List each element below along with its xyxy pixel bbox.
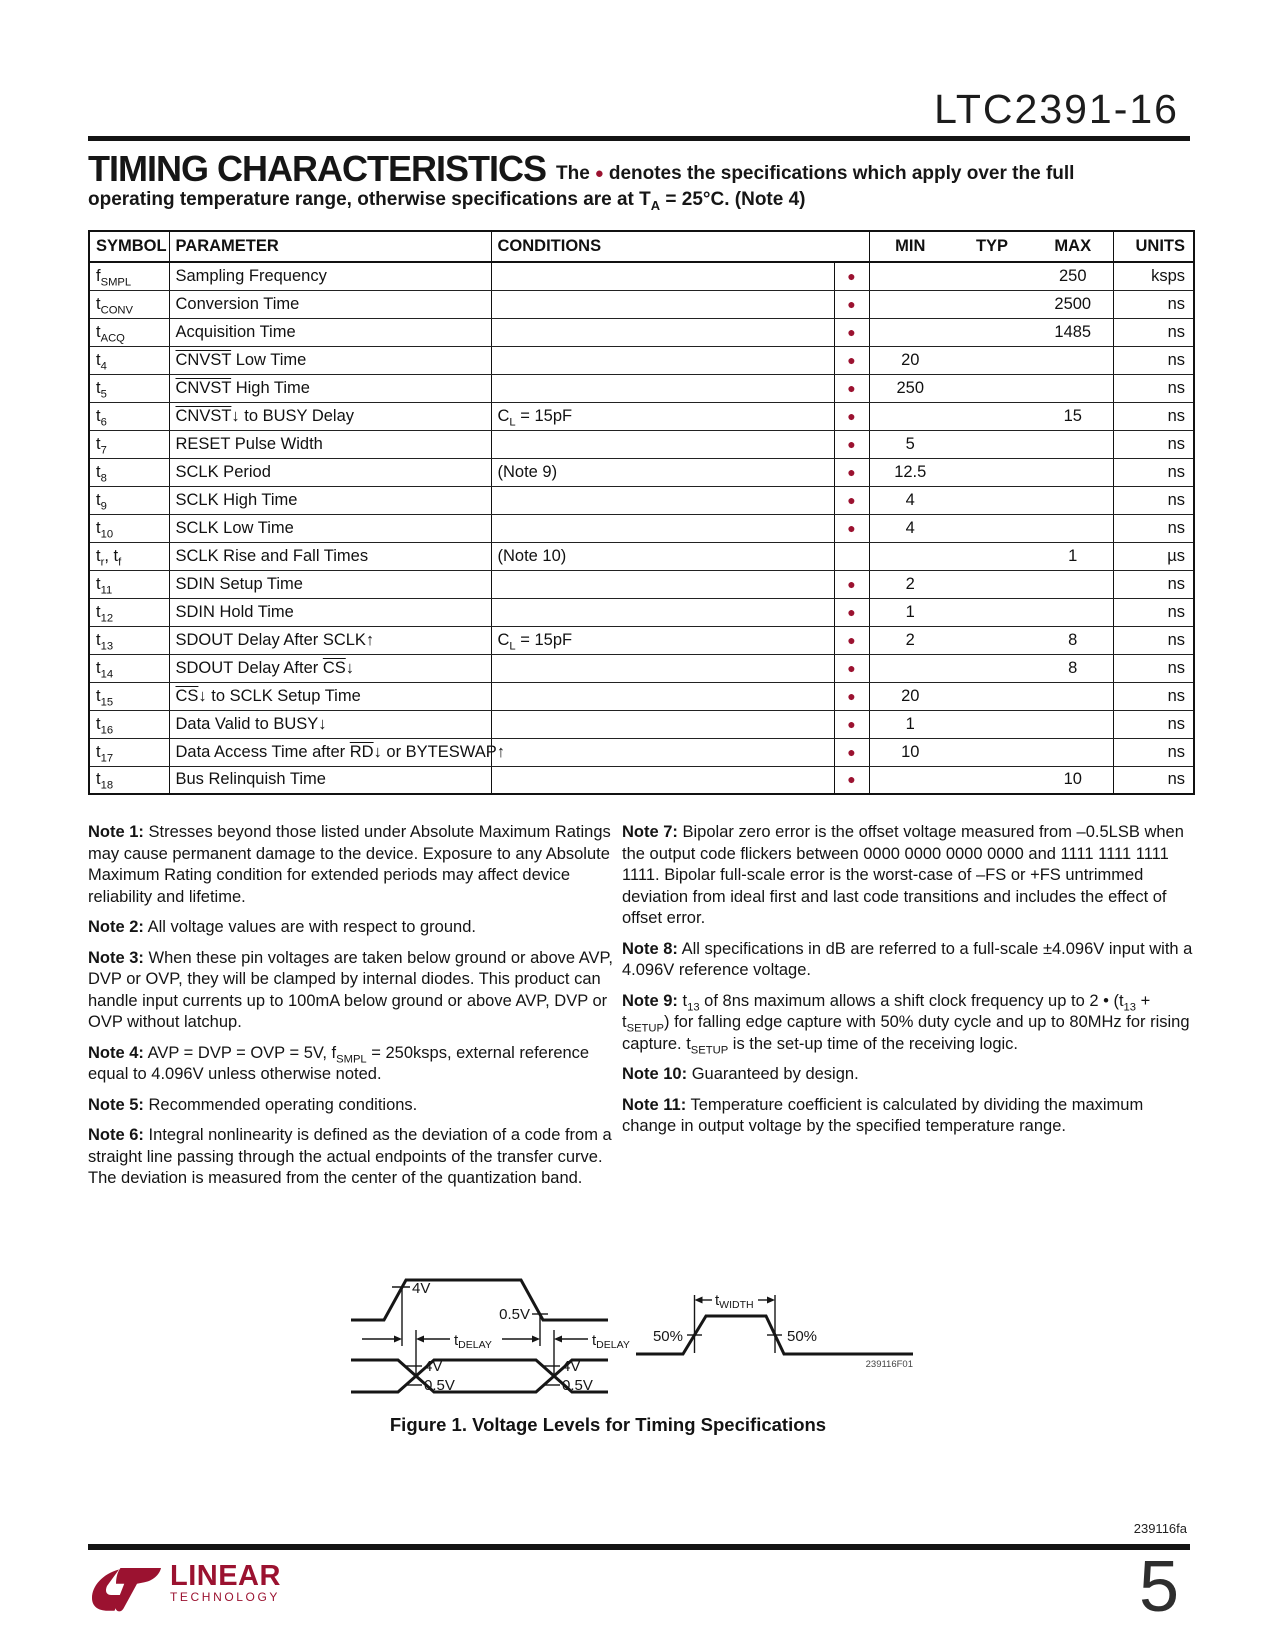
table-row: [89, 570, 1194, 598]
cell-units: ns: [1113, 682, 1194, 710]
note: [88, 1095, 617, 1117]
cell-dot: [834, 682, 869, 710]
spec-dot-icon: ●: [847, 687, 856, 704]
footer-rule: [88, 1544, 1190, 1550]
table-row: [89, 318, 1194, 346]
notes-column-right: [622, 822, 1194, 1147]
pulse-waveform: [636, 1292, 913, 1370]
cell-units: ns: [1113, 346, 1194, 374]
cell-symbol: $t_{CONV}$: [89, 290, 169, 318]
table-row: [89, 290, 1194, 318]
cell-parameter: CNVST High Time: [169, 374, 491, 402]
cell-units: ns: [1113, 766, 1194, 794]
cell-symbol: $f_{SMPL}$: [89, 262, 169, 290]
table-row: [89, 682, 1194, 710]
note-label: Note 3:: [88, 948, 144, 967]
label-tdelay-1: $t_{DELAY}$: [454, 1332, 492, 1351]
cell-symbol: $t_{14}$: [89, 654, 169, 682]
cell-typ: [951, 570, 1033, 598]
cell-dot: [834, 598, 869, 626]
spec-dot-icon: ●: [847, 295, 856, 312]
note-label: Note 1:: [88, 823, 144, 841]
cell-parameter: SDOUT Delay After SCLK↑: [169, 626, 491, 654]
section-title: TIMING CHARACTERISTICS: [88, 148, 546, 189]
cell-dot: [834, 346, 869, 374]
cell-parameter: SCLK Rise and Fall Times: [169, 542, 491, 570]
spec-dot-icon: ●: [847, 463, 856, 480]
cell-conditions: $C_L = 15pF$: [491, 626, 834, 654]
figure1-timing-diagram: [336, 1238, 926, 1408]
notes-column-left: [88, 822, 617, 1199]
cell-typ: [951, 682, 1033, 710]
cell-min: 4: [869, 486, 951, 514]
driver-waveform: [351, 1280, 608, 1346]
logo-primary-text: LINEAR: [170, 1560, 281, 1592]
cell-conditions: (Note 9): [491, 458, 834, 486]
label-0v5: 0.5V: [499, 1306, 530, 1323]
note-text: Recommended operating conditions.: [148, 1095, 418, 1114]
cell-parameter: Data Valid to BUSY↓: [169, 710, 491, 738]
timing-table-body: [89, 262, 1194, 794]
spec-dot-icon: ●: [847, 603, 856, 620]
table-row: [89, 458, 1194, 486]
cell-symbol: $t_{18}$: [89, 766, 169, 794]
cell-parameter: RESET Pulse Width: [169, 430, 491, 458]
spec-dot-icon: ●: [847, 407, 856, 424]
table-header-row: [89, 231, 1194, 262]
cell-dot: [834, 402, 869, 430]
note: [622, 939, 1194, 982]
cell-units: ns: [1113, 710, 1194, 738]
cell-max: [1033, 486, 1113, 514]
table-row: [89, 626, 1194, 654]
cell-units: ns: [1113, 654, 1194, 682]
cell-conditions: [491, 262, 834, 290]
cell-dot: [834, 766, 869, 794]
table-row: [89, 766, 1194, 794]
cell-parameter: SCLK Low Time: [169, 514, 491, 542]
column-header-parameter: PARAMETER: [169, 231, 491, 262]
table-row: [89, 262, 1194, 290]
cell-min: [869, 542, 951, 570]
cell-dot: [834, 262, 869, 290]
column-header-max: MAX: [1033, 231, 1113, 262]
cell-symbol: $t_r$, $t_f$: [89, 542, 169, 570]
note-text: AVP = DVP = OVP = 5V, $f_{SMPL}$ = 250ksps, external reference equal to 4.096V unless otherwise noted.: [88, 1043, 590, 1083]
label-tdelay-2: $t_{DELAY}$: [592, 1332, 630, 1351]
cell-parameter: SCLK Period: [169, 458, 491, 486]
cell-conditions: [491, 486, 834, 514]
cell-min: [869, 318, 951, 346]
cell-symbol: $t_9$: [89, 486, 169, 514]
cell-min: [869, 262, 951, 290]
note-text: All specifications in dB are referred to a full-scale ±4.096V input with a 4.096V reference voltage.: [622, 939, 1193, 979]
note: [88, 1043, 617, 1086]
label-50pct-left: 50%: [652, 1328, 683, 1345]
cell-typ: [951, 290, 1033, 318]
note-label: Note 8:: [622, 939, 678, 958]
page-number: 5: [1138, 1547, 1179, 1627]
note-label: Note 5:: [88, 1095, 144, 1114]
label-bus1-0v5: 0.5V: [424, 1377, 455, 1394]
figure-code: 239116F01: [865, 1359, 913, 1370]
cell-typ: [951, 374, 1033, 402]
note: [622, 822, 1194, 930]
cell-dot: [834, 570, 869, 598]
cell-dot: [834, 738, 869, 766]
cell-parameter: Sampling Frequency: [169, 262, 491, 290]
cell-symbol: $t_5$: [89, 374, 169, 402]
spec-dot-icon: ●: [847, 659, 856, 676]
figure-caption: Figure 1. Voltage Levels for Timing Specifications: [389, 1414, 827, 1435]
note-text: $t_{13}$ of 8ns maximum allows a shift clock frequency up to 2 • $(t_{13} + t_{SETUP})$ for falling edge capture with 50% duty cycle and up to 80MHz for rising capture. $t_{SETUP}$ is the set-up time of the receiving logic.: [622, 991, 1190, 1056]
cell-max: [1033, 514, 1113, 542]
section-intro-pre: The: [556, 163, 590, 184]
label-bus2-0v5: 0.5V: [562, 1377, 593, 1394]
cell-units: ksps: [1113, 262, 1194, 290]
cell-parameter: SDOUT Delay After $\overline{CS}↓$: [169, 654, 491, 682]
note-text: Bipolar zero error is the offset voltage measured from –0.5LSB when the output code flickers between 0000 0000 0000 0000 and 1111 1111 1111 1111. Bipolar full-scale error is the worst-case of –FS or +FS untrimmed deviation from ideal first and last code transitions and includes the effect of offset error.: [622, 823, 1184, 927]
spec-dot-icon: ●: [847, 323, 856, 340]
part-number: LTC2391-16: [934, 86, 1179, 132]
spec-dot-icon: ●: [847, 743, 856, 760]
cell-min: 1: [869, 710, 951, 738]
cell-max: [1033, 346, 1113, 374]
cell-parameter: Data Access Time after $\overline{RD}↓$ or BYTESWAP↑: [169, 738, 491, 766]
note-text: All voltage values are with respect to ground.: [147, 918, 476, 936]
cell-symbol: $t_{16}$: [89, 710, 169, 738]
note: [622, 1064, 1194, 1086]
cell-dot: [834, 542, 869, 570]
cell-conditions: [491, 318, 834, 346]
column-header-typ: TYP: [951, 231, 1033, 262]
section-intro-text: denotes the specifications which apply over the full operating temperature range, otherwise specifications are at $T_A = 25^\circ C$. (Note 4): [88, 163, 1075, 213]
note-label: Note 2:: [88, 918, 144, 936]
spec-dot-icon: ●: [847, 491, 856, 508]
column-header-units: UNITS: [1113, 231, 1194, 262]
cell-conditions: [491, 598, 834, 626]
cell-dot: [834, 458, 869, 486]
cell-units: ns: [1113, 318, 1194, 346]
cell-typ: [951, 598, 1033, 626]
cell-conditions: [491, 290, 834, 318]
cell-typ: [951, 402, 1033, 430]
cell-conditions: $C_L = 15pF$: [491, 402, 834, 430]
column-header-min: MIN: [869, 231, 951, 262]
note: [88, 1125, 617, 1190]
label-4v: 4V: [412, 1280, 431, 1297]
note: [622, 1095, 1194, 1138]
cell-typ: [951, 626, 1033, 654]
cell-max: 8: [1033, 654, 1113, 682]
section-heading-block: [88, 148, 1110, 213]
cell-symbol: $t_{10}$: [89, 514, 169, 542]
spec-dot-icon: ●: [847, 379, 856, 396]
cell-typ: [951, 710, 1033, 738]
cell-symbol: $t_7$: [89, 430, 169, 458]
note-label: Note 6:: [88, 1126, 144, 1144]
cell-max: 1485: [1033, 318, 1113, 346]
cell-max: 1: [1033, 542, 1113, 570]
header-rule: [88, 136, 1190, 141]
cell-dot: [834, 486, 869, 514]
cell-symbol: $t_{17}$: [89, 738, 169, 766]
cell-units: ns: [1113, 458, 1194, 486]
cell-units: ns: [1113, 626, 1194, 654]
cell-min: 10: [869, 738, 951, 766]
linear-technology-logo: [86, 1558, 281, 1620]
cell-symbol: $t_{ACQ}$: [89, 318, 169, 346]
cell-typ: [951, 542, 1033, 570]
note-label: Note 9:: [622, 991, 678, 1010]
cell-parameter: $\overline{CS}↓$ to SCLK Setup Time: [169, 682, 491, 710]
note-text: Guaranteed by design.: [691, 1065, 859, 1083]
cell-min: 2: [869, 570, 951, 598]
table-row: [89, 514, 1194, 542]
cell-typ: [951, 654, 1033, 682]
cell-conditions: [491, 710, 834, 738]
table-row: [89, 430, 1194, 458]
note-label: Note 11:: [622, 1095, 687, 1114]
spec-dot-icon: ●: [847, 435, 856, 452]
cell-conditions: [491, 374, 834, 402]
column-header-conditions: CONDITIONS: [491, 231, 869, 262]
cell-max: 250: [1033, 262, 1113, 290]
cell-dot: [834, 654, 869, 682]
table-row: [89, 738, 1194, 766]
cell-dot: [834, 318, 869, 346]
label-bus2-4v: 4V: [562, 1358, 581, 1375]
cell-max: [1033, 458, 1113, 486]
cell-conditions: (Note 10): [491, 542, 834, 570]
cell-conditions: [491, 682, 834, 710]
cell-units: ns: [1113, 514, 1194, 542]
table-row: [89, 374, 1194, 402]
cell-typ: [951, 262, 1033, 290]
table-row: [89, 654, 1194, 682]
label-twidth: $t_{WIDTH}$: [715, 1292, 754, 1311]
cell-dot: [834, 374, 869, 402]
note: [88, 917, 617, 939]
note: [88, 948, 617, 1034]
note: [88, 822, 617, 908]
spec-dot-icon: ●: [847, 351, 856, 368]
cell-conditions: [491, 514, 834, 542]
cell-units: ns: [1113, 430, 1194, 458]
spec-dot-icon: ●: [847, 267, 856, 284]
cell-dot: [834, 626, 869, 654]
cell-symbol: $t_{11}$: [89, 570, 169, 598]
cell-typ: [951, 318, 1033, 346]
cell-symbol: $t_{13}$: [89, 626, 169, 654]
cell-units: µs: [1113, 542, 1194, 570]
cell-max: [1033, 374, 1113, 402]
cell-typ: [951, 766, 1033, 794]
cell-symbol: $t_6$: [89, 402, 169, 430]
note-label: Note 4:: [88, 1043, 144, 1062]
cell-symbol: $t_8$: [89, 458, 169, 486]
cell-parameter: Conversion Time: [169, 290, 491, 318]
note-label: Note 7:: [622, 823, 678, 841]
note-text: Stresses beyond those listed under Absolute Maximum Ratings may cause permanent damage to the device. Exposure to any Absolute Maximum Rating condition for extended periods may affect device reliability and lifetime.: [88, 823, 611, 906]
spec-dot-icon: ●: [847, 771, 856, 788]
cell-units: ns: [1113, 738, 1194, 766]
spec-dot-icon: ●: [847, 575, 856, 592]
cell-max: 10: [1033, 766, 1113, 794]
note-text: When these pin voltages are taken below ground or above AVP, DVP or OVP, they will be clamped by internal diodes. This product can handle input currents up to 100mA below ground or above AVP, DVP or OVP without latchup.: [88, 948, 613, 1031]
column-header-symbol: SYMBOL: [89, 231, 169, 262]
label-50pct-right: 50%: [787, 1328, 818, 1345]
cell-parameter: SDIN Hold Time: [169, 598, 491, 626]
cell-max: 2500: [1033, 290, 1113, 318]
note: [622, 991, 1194, 1056]
spec-dot-icon: ●: [847, 519, 856, 536]
cell-max: [1033, 430, 1113, 458]
timing-characteristics-table: [88, 230, 1195, 795]
cell-units: ns: [1113, 598, 1194, 626]
doc-code: 239116fa: [1133, 1521, 1187, 1536]
cell-min: 2: [869, 626, 951, 654]
table-row: [89, 542, 1194, 570]
cell-max: [1033, 682, 1113, 710]
cell-conditions: [491, 766, 834, 794]
cell-parameter: Acquisition Time: [169, 318, 491, 346]
cell-max: [1033, 738, 1113, 766]
cell-typ: [951, 738, 1033, 766]
cell-min: 1: [869, 598, 951, 626]
table-row: [89, 346, 1194, 374]
cell-min: [869, 654, 951, 682]
cell-min: 4: [869, 514, 951, 542]
spec-dot-icon: ●: [594, 165, 604, 182]
cell-conditions: [491, 570, 834, 598]
cell-max: 8: [1033, 626, 1113, 654]
logo-secondary-text: TECHNOLOGY: [170, 1590, 281, 1604]
cell-max: 15: [1033, 402, 1113, 430]
cell-units: ns: [1113, 402, 1194, 430]
cell-conditions: [491, 738, 834, 766]
spec-dot-icon: ●: [847, 631, 856, 648]
cell-max: [1033, 598, 1113, 626]
table-row: [89, 486, 1194, 514]
cell-min: [869, 766, 951, 794]
cell-typ: [951, 514, 1033, 542]
cell-dot: [834, 430, 869, 458]
table-row: [89, 402, 1194, 430]
cell-conditions: [491, 430, 834, 458]
table-row: [89, 598, 1194, 626]
cell-symbol: $t_{12}$: [89, 598, 169, 626]
cell-parameter: SCLK High Time: [169, 486, 491, 514]
label-bus1-4v: 4V: [424, 1358, 443, 1375]
cell-min: 20: [869, 682, 951, 710]
cell-units: ns: [1113, 570, 1194, 598]
cell-parameter: CNVST↓ to BUSY Delay: [169, 402, 491, 430]
lt-logo-icon: [86, 1558, 164, 1620]
spec-dot-icon: ●: [847, 715, 856, 732]
cell-dot: [834, 710, 869, 738]
cell-dot: [834, 290, 869, 318]
cell-min: [869, 402, 951, 430]
note-text: Temperature coefficient is calculated by dividing the maximum change in output voltage by the specified temperature range.: [622, 1095, 1144, 1135]
cell-min: 12.5: [869, 458, 951, 486]
cell-units: ns: [1113, 290, 1194, 318]
cell-max: [1033, 710, 1113, 738]
cell-parameter: Bus Relinquish Time: [169, 766, 491, 794]
cell-units: ns: [1113, 486, 1194, 514]
cell-symbol: $t_4$: [89, 346, 169, 374]
note-text: Integral nonlinearity is defined as the deviation of a code from a straight line passing through the actual endpoints of the transfer curve. The deviation is measured from the center of the quantization band.: [88, 1126, 612, 1187]
cell-min: 5: [869, 430, 951, 458]
cell-min: 250: [869, 374, 951, 402]
cell-typ: [951, 486, 1033, 514]
cell-units: ns: [1113, 374, 1194, 402]
bus-waveform: [351, 1358, 608, 1394]
cell-max: [1033, 570, 1113, 598]
table-row: [89, 710, 1194, 738]
cell-min: 20: [869, 346, 951, 374]
cell-parameter: SDIN Setup Time: [169, 570, 491, 598]
cell-conditions: [491, 654, 834, 682]
cell-symbol: $t_{15}$: [89, 682, 169, 710]
cell-typ: [951, 346, 1033, 374]
cell-dot: [834, 514, 869, 542]
cell-typ: [951, 430, 1033, 458]
cell-min: [869, 290, 951, 318]
cell-typ: [951, 458, 1033, 486]
note-label: Note 10:: [622, 1065, 688, 1083]
cell-conditions: [491, 346, 834, 374]
cell-parameter: CNVST Low Time: [169, 346, 491, 374]
